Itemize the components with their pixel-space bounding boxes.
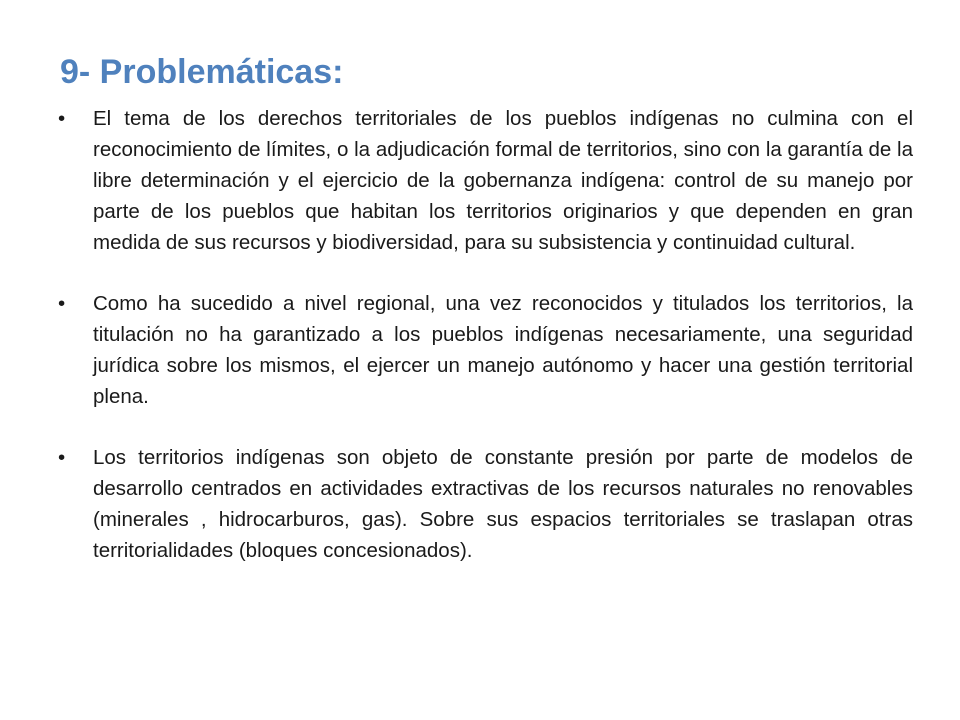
bullet-text: El tema de los derechos territoriales de los pueblos indígenas no culmina con el reconocimiento de límites, o la adjudicación formal de territorios, sino con la garantía de la libre determinación y el ejercicio de la gobernanza indígena: control de su manejo por parte de los pueblos que habitan los territorios originarios y que dependen en gran medida de sus recursos y biodiversidad, para su subsistencia y continuidad cultural.	[93, 107, 913, 254]
bullet-text: Como ha sucedido a nivel regional, una vez reconocidos y titulados los territorios, la titulación no ha garantizado a los pueblos indígenas necesariamente, una seguridad jurídica sobre los mismos, el ejercer un manejo autónomo y hacer una gestión territorial plena.	[93, 292, 913, 408]
bullet-list	[58, 103, 913, 596]
bullet-icon: •	[58, 292, 66, 315]
bullet-item	[58, 103, 913, 258]
slide-title: 9- Problemáticas:	[60, 53, 344, 91]
bullet-item	[58, 288, 913, 412]
bullet-icon: •	[58, 446, 66, 469]
bullet-icon: •	[58, 107, 66, 130]
bullet-text: Los territorios indígenas son objeto de constante presión por parte de modelos de desarrollo centrados en actividades extractivas de los recursos naturales no renovables (minerales , hidrocarburos, gas). Sobre sus espacios territoriales se traslapan otras territorialidades (bloques concesionados).	[93, 446, 913, 562]
bullet-item	[58, 442, 913, 566]
